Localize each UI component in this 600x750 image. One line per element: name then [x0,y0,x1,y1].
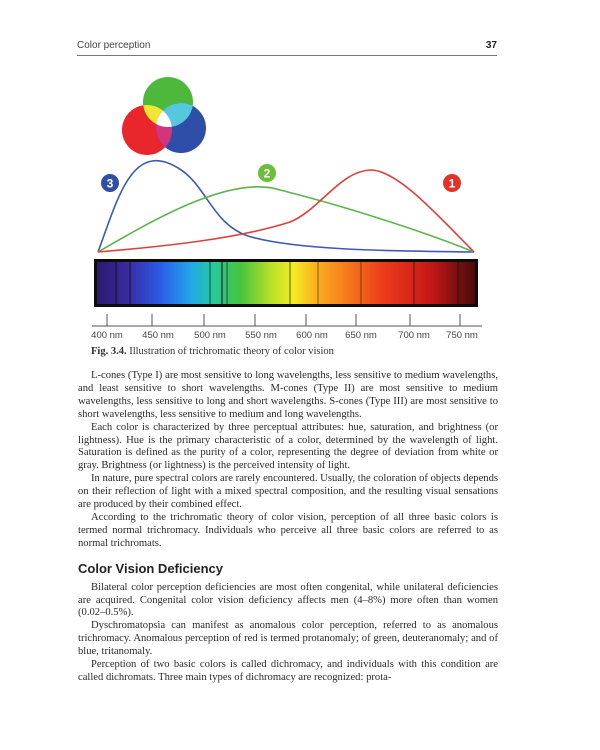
tick-label-400: 400 nm [91,330,123,341]
marker-2 [258,164,276,182]
marker-3 [101,174,119,192]
paragraph: Perception of two basic colors is called dichromacy, and individuals with this condition are called dichromats. Three main types of dichromacy are recognized: prota- [78,659,498,683]
tick-label-750: 750 nm [446,330,478,341]
paragraph: According to the trichromatic theory of color vision, perception of all three basic colors is termed normal trichromacy. Individuals who perceive all three basic colors are referred to as normal trichromats. [78,511,498,549]
marker-2-label: 2 [263,166,271,181]
wavelength-axis [92,314,482,326]
section-heading: Color Vision Deficiency [78,560,223,576]
marker-1 [443,174,461,192]
s-cone-curve [98,161,474,252]
tick-label-500: 500 nm [194,330,226,341]
paragraph: L-cones (Type I) are most sensitive to long wavelengths, less sensitive to medium wavelengths, and least sensitive to short wavelengths. M-cones (Type II) are most sensitive to medium wavelengths, less sensitive to long and short wavelengths. S-cones (Type III) are most sensitive to short wavelengths, less sensitive to medium and long wavelengths. [78,370,498,420]
color-mixing-circles [122,77,206,155]
tick-label-650: 650 nm [345,330,377,341]
tick-label-600: 600 nm [296,330,328,341]
tick-label-450: 450 nm [142,330,174,341]
caption-text: Illustration of trichromatic theory of color vision [126,346,334,357]
page-number: 37 [485,40,497,51]
body-text [78,370,498,685]
tick-label-550: 550 nm [245,330,277,341]
tick-label-700: 700 nm [398,330,430,341]
marker-1-label: 1 [448,176,456,191]
spectrum-band [94,259,478,307]
running-title: Color perception [77,40,151,51]
marker-3-label: 3 [106,176,114,191]
figure-caption [91,346,491,357]
paragraph: Bilateral color perception deficiencies are most often congenital, while unilateral deficiencies are acquired. Congenital color vision deficiency affects men (4–8%) more often than women (0.02–0.5%). [78,581,498,619]
paragraph: Each color is characterized by three perceptual attributes: hue, saturation, and brightness (or lightness). Hue is the primary characteristic of a color, determined by the wavelength of light. Saturation is defined as the purity of a color, representing the degree of deviation from white or gray. Brightness (or lightness) is the perceived intensity of light. [78,421,498,472]
paragraph: In nature, pure spectral colors are rarely encountered. Usually, the coloration of objects depends on their reflection of light with a mixed spectral composition, and the resulting visual sensations are produced by their combined effect. [78,473,498,511]
trichromatic-figure [0,0,600,360]
paragraph: Dyschromatopsia can manifest as anomalous color perception, referred to as anomalous trichromacy. Anomalous perception of red is termed protanomaly; of green, deuteranomaly; and of blue, tritanomaly. [78,620,498,658]
caption-label: Fig. 3.4. [91,346,127,357]
l-cone-curve [98,170,474,252]
